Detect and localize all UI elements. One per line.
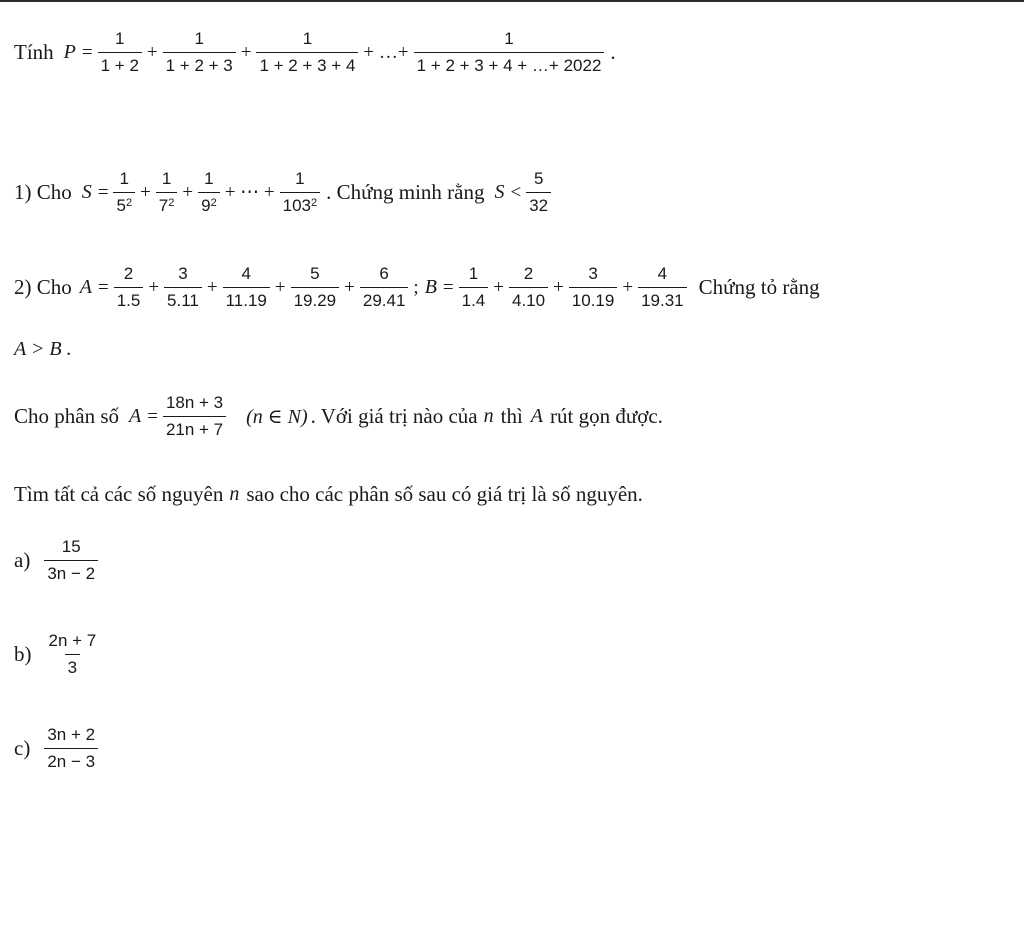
problem-4-intro: [14, 482, 643, 507]
plus-sign: +: [146, 41, 158, 63]
fraction: $\frac{2n + 7}{3}$: [48, 631, 97, 677]
top-border-line: [0, 0, 1024, 2]
inequality: A > B .: [14, 338, 72, 360]
separator: ;: [413, 276, 419, 298]
fraction: $\frac{2}{4.10}$: [509, 263, 548, 312]
problem-label: 1) Cho: [14, 180, 72, 204]
math-variable: P: [63, 41, 76, 63]
math-variable: B: [424, 276, 437, 298]
fraction: $\frac{3}{5.11}$: [164, 263, 202, 312]
plus-sign: +: [622, 276, 634, 298]
problem-label: Cho phân số: [14, 404, 119, 428]
ellipsis: + …+: [363, 41, 409, 63]
plus-sign: +: [553, 276, 564, 298]
problem-label: 2) Cho: [14, 275, 72, 299]
condition: (n ∈ N): [246, 406, 308, 428]
math-variable: S: [81, 181, 92, 203]
problem-2-conclusion: [14, 338, 75, 361]
fraction: $\frac{1}{1 + 2}$: [98, 28, 142, 77]
plus-sign: +: [206, 276, 218, 298]
fraction: $\frac{3}{10.19}$: [569, 263, 618, 312]
fraction: $\frac{1}{1 + 2 + 3}$: [163, 28, 236, 77]
fraction: $\frac{1}{103^2}$: [280, 168, 321, 217]
fraction: $\frac{1}{1.4}$: [459, 263, 489, 312]
fraction: $\frac{5}{19.29}$: [291, 263, 340, 312]
fraction: $\frac{1}{7^2}$: [156, 168, 178, 217]
problem-2: [14, 263, 820, 312]
fraction: $\frac{6}{29.41}$: [360, 263, 409, 312]
fraction: $\frac{15}{3n - 2}$: [44, 536, 98, 585]
plus-sign: +: [274, 276, 286, 298]
problem-1: [14, 168, 553, 217]
fraction: $\frac{5}{32}$: [526, 168, 551, 217]
math-variable: A: [530, 405, 544, 427]
item-label: a): [14, 548, 31, 572]
fraction: $\frac{1}{9^2}$: [198, 168, 220, 217]
problem-4-item-c: [14, 724, 100, 773]
equals-sign: =: [442, 276, 454, 298]
fraction: $\frac{1}{1 + 2 + 3 + 4 + \dots+ 2022}$: [414, 28, 605, 77]
statement-text: Tìm tất cả các số nguyên: [14, 482, 224, 506]
period: .: [610, 40, 616, 64]
equals-sign: =: [97, 276, 109, 298]
math-variable: A: [129, 405, 142, 427]
fraction: $\frac{1}{1 + 2 + 3 + 4}$: [256, 28, 358, 77]
fraction: $\frac{1}{5^2}$: [113, 168, 135, 217]
plus-sign: +: [240, 41, 252, 63]
statement-text: rút gọn được.: [550, 404, 663, 428]
plus-sign: +: [140, 181, 151, 203]
problem-label: Tính: [14, 40, 54, 64]
plus-sign: +: [344, 276, 355, 298]
item-label: b): [14, 642, 32, 666]
less-than-sign: <: [510, 181, 522, 203]
equals-sign: =: [147, 405, 158, 427]
fraction: $\frac{4}{11.19}$: [223, 263, 270, 312]
statement-text: . Chứng minh rằng: [326, 180, 485, 204]
plus-sign: +: [493, 276, 504, 298]
problem-4-item-b: [14, 630, 101, 679]
plus-sign: +: [182, 181, 194, 203]
problem-4-item-a: [14, 536, 100, 585]
plus-sign: +: [148, 276, 160, 298]
ellipsis: + ⋯ +: [224, 182, 275, 203]
math-variable: A: [79, 276, 92, 298]
fraction: $\frac{4}{19.31}$: [638, 263, 687, 312]
fraction: $\frac{3n + 2}{2n - 3}$: [44, 724, 98, 773]
problem-sum-p: [14, 28, 616, 77]
statement-text: . Với giá trị nào của: [310, 404, 478, 428]
equals-sign: =: [81, 41, 93, 63]
math-variable: n: [229, 483, 240, 505]
math-variable: n: [483, 405, 494, 427]
item-label: c): [14, 736, 31, 760]
math-variable: S: [494, 181, 505, 203]
fraction: $\frac{18n + 3}{21n + 7}$: [163, 392, 226, 441]
statement-text: sao cho các phân số sau có giá trị là số nguyên.: [246, 482, 643, 506]
equals-sign: =: [97, 181, 109, 203]
problem-3: [14, 392, 663, 441]
fraction: $\frac{2}{1.5}$: [114, 263, 144, 312]
statement-text: thì: [500, 404, 523, 428]
statement-text: Chứng tỏ rằng: [698, 275, 820, 299]
